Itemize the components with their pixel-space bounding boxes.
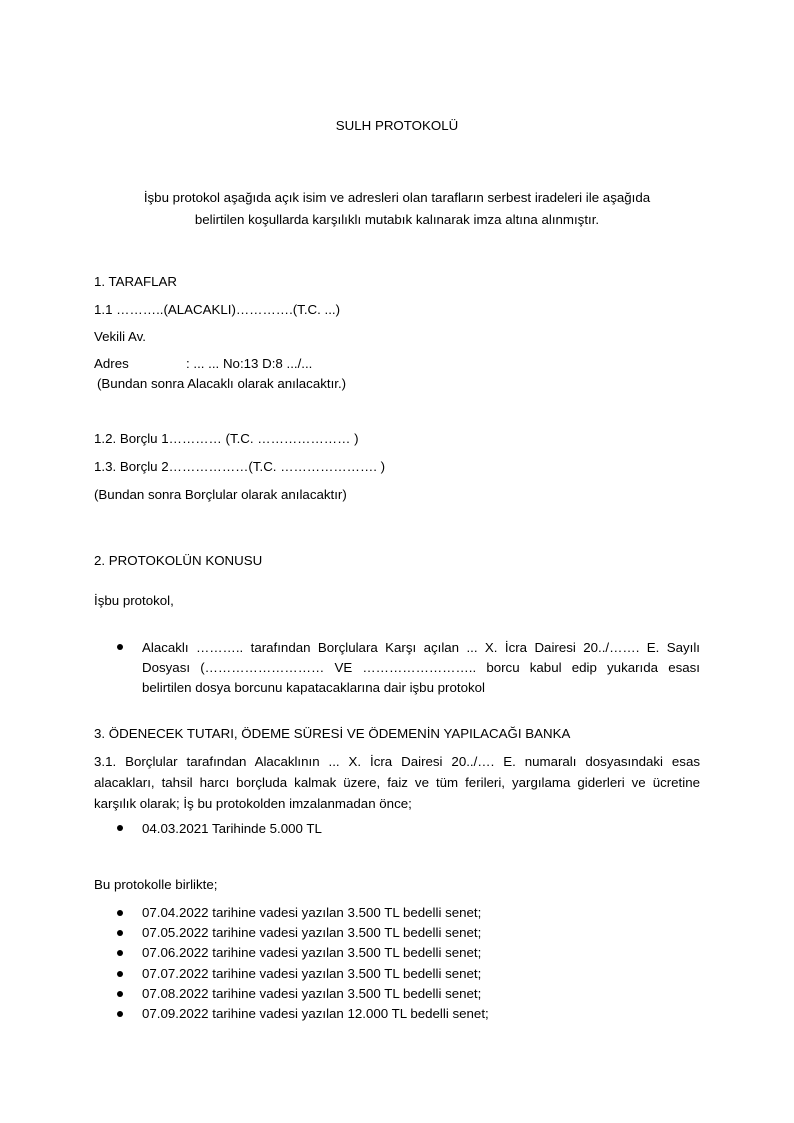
borclular-note: (Bundan sonra Borçlular olarak anılacaktır) — [94, 487, 347, 502]
party-1-2-line: 1.2. Borçlu 1………… (T.C. ………………… ) — [94, 431, 359, 446]
installment-text: 07.07.2022 tarihine vadesi yazılan 3.500 TL bedelli senet; — [142, 965, 482, 981]
adres-value: : ... ... No:13 D:8 .../... — [186, 356, 313, 371]
paragraph-3-1: 3.1. Borçlular tarafından Alacaklının ... X. İcra Dairesi 20../…. E. numaralı dosyasındaki esas alacakları, tahsil harcı borçluda kalmak üzere, faiz ve tüm ferileri, yargılama giderleri ve ücretine karşılık olarak; İş bu protokolden imzalanmadan önce; — [94, 754, 700, 811]
intro-paragraph — [94, 187, 700, 231]
list-item — [117, 923, 700, 943]
bullet-icon — [117, 950, 123, 956]
installment-text: 07.04.2022 tarihine vadesi yazılan 3.500 TL bedelli senet; — [142, 905, 482, 920]
bullet-icon — [117, 644, 123, 650]
intro-line-2: belirtilen koşullarda karşılıklı mutabık kalınarak imza altına alınmıştır. — [194, 212, 600, 227]
list-item — [117, 984, 700, 1004]
section-2-intro: İşbu protokol, — [94, 593, 174, 608]
birlikte-line: Bu protokolle birlikte; — [94, 877, 218, 892]
bullet-icon — [117, 991, 123, 997]
list-item — [117, 964, 700, 984]
installment-text: 07.06.2022 tarihine vadesi yazılan 3.500 TL bedelli senet; — [142, 945, 482, 961]
bullet-icon — [117, 971, 123, 977]
installment-list — [117, 903, 700, 1024]
vekil-line: Vekili Av. — [94, 329, 146, 344]
bullet-icon — [117, 825, 123, 831]
section-1-heading: 1. TARAFLAR — [94, 274, 178, 289]
alacakli-note: (Bundan sonra Alacaklı olarak anılacaktır.) — [97, 376, 347, 391]
section-3-heading: 3. ÖDENECEK TUTARI, ÖDEME SÜRESİ VE ÖDEMENİN YAPILACAĞI BANKA — [94, 726, 571, 741]
installment-text: 07.08.2022 tarihine vadesi yazılan 3.500 TL bedelli senet; — [142, 985, 482, 1001]
section-2-bullet-text: Alacaklı ……….. tarafından Borçlulara Karşı açılan ... X. İcra Dairesi 20../……. E. Sayılı Dosyası (……………………… VE …………………….. borcu kabul edip yukarıda esası belirtilen dosya borcunu kapatacaklarına dair işbu protokol — [142, 640, 700, 695]
party-1-3-line: 1.3. Borçlu 2………………(T.C. …………………. ) — [94, 459, 386, 474]
installment-text: 07.05.2022 tarihine vadesi yazılan 3.500 TL bedelli senet; — [142, 925, 482, 941]
document-title: SULH PROTOKOLÜ — [335, 118, 459, 133]
bullet-icon — [117, 910, 123, 916]
intro-line-1: İşbu protokol aşağıda açık isim ve adresleri olan tarafların serbest iradeleri ile aşağıda — [143, 190, 651, 205]
section-2-heading: 2. PROTOKOLÜN KONUSU — [94, 553, 263, 568]
installment-text: 07.09.2022 tarihine vadesi yazılan 12.000 TL bedelli senet; — [142, 1005, 489, 1021]
prepayment-text: 04.03.2021 Tarihinde 5.000 TL — [142, 821, 322, 836]
adres-label: Adres — [94, 356, 129, 371]
bullet-icon — [117, 1011, 123, 1017]
list-item — [117, 903, 700, 923]
list-item — [117, 943, 700, 963]
bullet-icon — [117, 930, 123, 936]
list-item — [117, 1004, 700, 1024]
party-1-1-line: 1.1 ………..(ALACAKLI)………….(T.C. ...) — [94, 302, 341, 317]
